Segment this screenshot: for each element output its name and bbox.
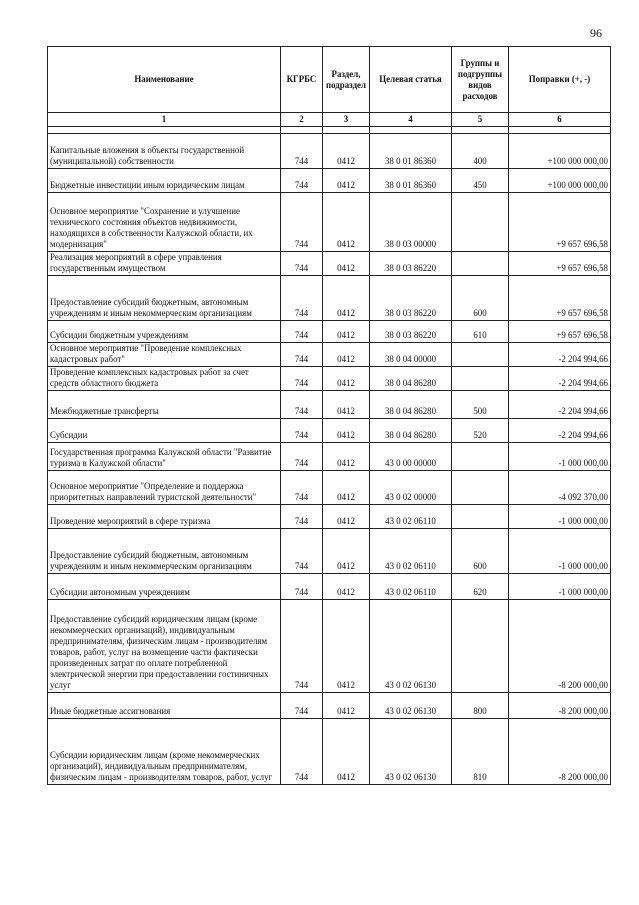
row-kgrbs: 744 <box>281 471 323 505</box>
row-amount: +100 000 000,00 <box>509 134 611 169</box>
row-expense-type <box>452 505 509 529</box>
row-amount: -1 000 000,00 <box>509 529 611 574</box>
table-row <box>48 529 611 574</box>
row-kgrbs: 744 <box>281 719 323 785</box>
row-amount: -1 000 000,00 <box>509 443 611 471</box>
row-amount: +100 000 000,00 <box>509 169 611 193</box>
row-expense-type: 520 <box>452 419 509 443</box>
row-section: 0412 <box>323 600 370 693</box>
row-kgrbs: 744 <box>281 343 323 367</box>
table-row <box>48 252 611 276</box>
row-target-article: 43 0 02 06110 <box>370 574 452 600</box>
row-expense-type <box>452 343 509 367</box>
row-target-article: 43 0 00 00000 <box>370 443 452 471</box>
row-name: Субсидии автономным учреждениям <box>48 574 281 600</box>
row-section: 0412 <box>323 719 370 785</box>
row-kgrbs: 744 <box>281 252 323 276</box>
table-row <box>48 505 611 529</box>
row-section: 0412 <box>323 391 370 419</box>
row-expense-type: 610 <box>452 321 509 343</box>
table-row <box>48 719 611 785</box>
table-row <box>48 321 611 343</box>
row-amount: +9 657 696,58 <box>509 193 611 252</box>
row-name: Государственная программа Калужской области "Развитие туризма в Калужской области" <box>48 443 281 471</box>
table-row <box>48 276 611 321</box>
row-kgrbs: 744 <box>281 574 323 600</box>
row-kgrbs: 744 <box>281 134 323 169</box>
table-row <box>48 600 611 693</box>
table-row <box>48 574 611 600</box>
row-kgrbs: 744 <box>281 193 323 252</box>
row-name: Бюджетные инвестиции иным юридическим лицам <box>48 169 281 193</box>
row-target-article: 43 0 02 06110 <box>370 505 452 529</box>
column-header-target-article: Целевая статья <box>370 47 452 113</box>
table-spacer <box>48 127 611 134</box>
row-target-article: 38 0 01 86360 <box>370 169 452 193</box>
row-amount: -8 200 000,00 <box>509 719 611 785</box>
column-header-expense-type: Группы и подгруппы видов расходов <box>452 47 509 113</box>
row-amount: -4 092 370,00 <box>509 471 611 505</box>
row-amount: -8 200 000,00 <box>509 693 611 719</box>
row-section: 0412 <box>323 193 370 252</box>
row-expense-type: 450 <box>452 169 509 193</box>
row-section: 0412 <box>323 693 370 719</box>
row-expense-type <box>452 252 509 276</box>
table-row <box>48 693 611 719</box>
row-amount: +9 657 696,58 <box>509 252 611 276</box>
column-header-amendments: Поправки (+, -) <box>509 47 611 113</box>
row-section: 0412 <box>323 443 370 471</box>
row-section: 0412 <box>323 529 370 574</box>
row-expense-type: 620 <box>452 574 509 600</box>
row-section: 0412 <box>323 574 370 600</box>
row-expense-type: 600 <box>452 529 509 574</box>
column-number: 2 <box>281 113 323 127</box>
row-expense-type: 400 <box>452 134 509 169</box>
table-row <box>48 134 611 169</box>
row-kgrbs: 744 <box>281 169 323 193</box>
row-kgrbs: 744 <box>281 505 323 529</box>
table-row <box>48 367 611 391</box>
table-row <box>48 169 611 193</box>
row-name: Субсидии <box>48 419 281 443</box>
column-number: 6 <box>509 113 611 127</box>
row-expense-type <box>452 600 509 693</box>
row-expense-type <box>452 443 509 471</box>
row-target-article: 38 0 01 86360 <box>370 134 452 169</box>
budget-amendments-table <box>47 46 611 785</box>
row-kgrbs: 744 <box>281 391 323 419</box>
row-name: Предоставление субсидий бюджетным, автономным учреждениям и иным некоммерческим организациям <box>48 529 281 574</box>
row-kgrbs: 744 <box>281 529 323 574</box>
row-name: Субсидии юридическим лицам (кроме некоммерческих организаций), индивидуальным предпринимателям, физическим лицам - производителям товаров, работ, услуг <box>48 719 281 785</box>
row-kgrbs: 744 <box>281 276 323 321</box>
row-name: Предоставление субсидий бюджетным, автономным учреждениям и иным некоммерческим организациям <box>48 276 281 321</box>
row-section: 0412 <box>323 134 370 169</box>
row-amount: -1 000 000,00 <box>509 574 611 600</box>
column-number: 3 <box>323 113 370 127</box>
table-row <box>48 419 611 443</box>
table-row <box>48 343 611 367</box>
row-target-article: 43 0 02 06130 <box>370 719 452 785</box>
column-header-name: Наименование <box>48 47 281 113</box>
row-amount: -1 000 000,00 <box>509 505 611 529</box>
table-row <box>48 391 611 419</box>
row-section: 0412 <box>323 252 370 276</box>
row-amount: +9 657 696,58 <box>509 276 611 321</box>
row-target-article: 38 0 04 86280 <box>370 391 452 419</box>
row-target-article: 38 0 03 86220 <box>370 321 452 343</box>
row-section: 0412 <box>323 367 370 391</box>
row-target-article: 38 0 04 00000 <box>370 343 452 367</box>
row-target-article: 38 0 03 86220 <box>370 252 452 276</box>
row-section: 0412 <box>323 321 370 343</box>
row-amount: -2 204 994,66 <box>509 367 611 391</box>
row-kgrbs: 744 <box>281 443 323 471</box>
row-amount: -2 204 994,66 <box>509 391 611 419</box>
row-name: Основное мероприятие "Сохранение и улучшение технического состояния объектов недвижимости, находящихся в собственности Калужской области, их модернизация" <box>48 193 281 252</box>
row-target-article: 43 0 02 06130 <box>370 600 452 693</box>
row-expense-type: 810 <box>452 719 509 785</box>
page-number: 96 <box>590 26 602 40</box>
row-name: Проведение мероприятий в сфере туризма <box>48 505 281 529</box>
row-name: Капитальные вложения в объекты государственной (муниципальной) собственности <box>48 134 281 169</box>
row-amount: +9 657 696,58 <box>509 321 611 343</box>
row-section: 0412 <box>323 169 370 193</box>
row-section: 0412 <box>323 343 370 367</box>
row-expense-type <box>452 471 509 505</box>
row-target-article: 38 0 04 86280 <box>370 419 452 443</box>
row-target-article: 43 0 02 00000 <box>370 471 452 505</box>
table-row <box>48 443 611 471</box>
row-kgrbs: 744 <box>281 367 323 391</box>
row-expense-type: 800 <box>452 693 509 719</box>
row-name: Основное мероприятие "Определение и поддержка приоритетных направлений туристской деятельности" <box>48 471 281 505</box>
row-name: Межбюджетные трансферты <box>48 391 281 419</box>
row-expense-type: 500 <box>452 391 509 419</box>
row-target-article: 43 0 02 06110 <box>370 529 452 574</box>
row-target-article: 43 0 02 06130 <box>370 693 452 719</box>
row-name: Проведение комплексных кадастровых работ за счет средств областного бюджета <box>48 367 281 391</box>
row-section: 0412 <box>323 419 370 443</box>
table-row <box>48 193 611 252</box>
table-row <box>48 471 611 505</box>
row-name: Предоставление субсидий юридическим лицам (кроме некоммерческих организаций), индивидуальным предпринимателям, физическим лицам - производителям товаров, работ, услуг на возмещение части фактически произведенных затрат по оплате потребленной электрической энергии при предоставлении гостиничных услуг <box>48 600 281 693</box>
column-header-kgrbs: КГРБС <box>281 47 323 113</box>
column-number: 1 <box>48 113 281 127</box>
row-section: 0412 <box>323 471 370 505</box>
row-name: Реализация мероприятий в сфере управления государственным имуществом <box>48 252 281 276</box>
column-number: 5 <box>452 113 509 127</box>
column-header-section: Раздел, подраздел <box>323 47 370 113</box>
row-kgrbs: 744 <box>281 419 323 443</box>
row-section: 0412 <box>323 505 370 529</box>
row-target-article: 38 0 03 86220 <box>370 276 452 321</box>
row-expense-type: 600 <box>452 276 509 321</box>
row-name: Субсидии бюджетным учреждениям <box>48 321 281 343</box>
header-row <box>48 47 611 113</box>
row-name: Основное мероприятие "Проведение комплексных кадастровых работ" <box>48 343 281 367</box>
row-target-article: 38 0 04 86280 <box>370 367 452 391</box>
row-amount: -2 204 994,66 <box>509 343 611 367</box>
row-expense-type <box>452 367 509 391</box>
row-amount: -2 204 994,66 <box>509 419 611 443</box>
row-name: Иные бюджетные ассигнования <box>48 693 281 719</box>
column-number: 4 <box>370 113 452 127</box>
row-expense-type <box>452 193 509 252</box>
column-number-row <box>48 113 611 127</box>
row-amount: -8 200 000,00 <box>509 600 611 693</box>
row-kgrbs: 744 <box>281 600 323 693</box>
row-target-article: 38 0 03 00000 <box>370 193 452 252</box>
row-kgrbs: 744 <box>281 693 323 719</box>
row-section: 0412 <box>323 276 370 321</box>
row-kgrbs: 744 <box>281 321 323 343</box>
